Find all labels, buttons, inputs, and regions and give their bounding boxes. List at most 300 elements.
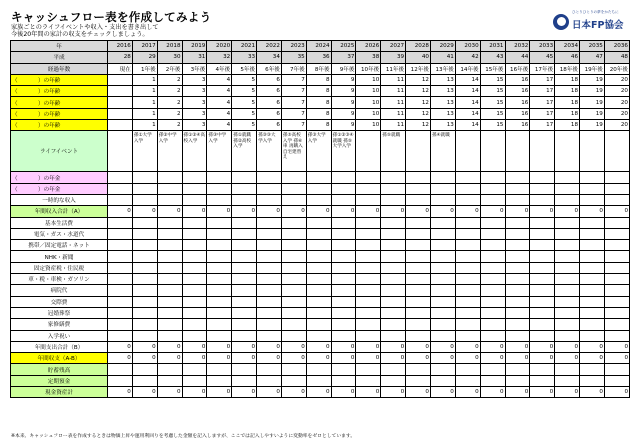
cell[interactable]: 10 — [356, 86, 381, 97]
cell[interactable] — [480, 228, 505, 239]
cell[interactable] — [207, 307, 232, 318]
cell[interactable] — [157, 375, 182, 386]
cell[interactable] — [207, 172, 232, 183]
cell[interactable] — [257, 240, 282, 251]
cell[interactable]: 2018 — [157, 41, 182, 52]
cell[interactable]: 1 — [132, 97, 157, 108]
cell[interactable]: 2036 — [604, 41, 629, 52]
cell[interactable]: 17 — [530, 86, 555, 97]
cell[interactable]: 18 — [555, 108, 580, 119]
cell[interactable] — [455, 194, 480, 205]
cell[interactable]: 孫①②④高校入学 — [182, 131, 207, 172]
cell[interactable] — [555, 262, 580, 273]
cell[interactable]: 0 — [232, 206, 257, 217]
cell[interactable] — [406, 364, 431, 375]
cell[interactable]: 8 — [306, 108, 331, 119]
cell[interactable] — [232, 330, 257, 341]
cell[interactable] — [505, 319, 530, 330]
cell[interactable] — [306, 172, 331, 183]
cell[interactable] — [580, 262, 605, 273]
cell[interactable] — [281, 262, 306, 273]
cell[interactable]: 0 — [604, 387, 629, 398]
cell[interactable] — [132, 183, 157, 194]
cell[interactable]: 孫③中学入学 — [207, 131, 232, 172]
cell[interactable]: 0 — [381, 206, 406, 217]
cell[interactable]: 0 — [455, 387, 480, 398]
cell[interactable] — [331, 375, 356, 386]
cell[interactable] — [455, 285, 480, 296]
cell[interactable] — [604, 194, 629, 205]
cell[interactable] — [580, 375, 605, 386]
cell[interactable]: 17年後 — [530, 63, 555, 74]
cell[interactable] — [455, 183, 480, 194]
cell[interactable] — [580, 217, 605, 228]
cell[interactable] — [580, 228, 605, 239]
cell[interactable] — [406, 319, 431, 330]
cell[interactable]: 9年後 — [331, 63, 356, 74]
cell[interactable]: 2 — [157, 74, 182, 85]
cell[interactable] — [356, 296, 381, 307]
cell[interactable]: 0 — [580, 353, 605, 364]
cell[interactable]: 0 — [232, 387, 257, 398]
cell[interactable] — [331, 274, 356, 285]
cell[interactable] — [331, 228, 356, 239]
cell[interactable] — [604, 307, 629, 318]
cell[interactable]: 11 — [381, 97, 406, 108]
cell[interactable]: 孫①大学入学 — [132, 131, 157, 172]
cell[interactable]: 孫①就職 孫②高校入学 — [232, 131, 257, 172]
cell[interactable] — [381, 375, 406, 386]
cell[interactable]: 0 — [455, 341, 480, 352]
cell[interactable] — [555, 217, 580, 228]
cell[interactable] — [306, 375, 331, 386]
cell[interactable]: 0 — [182, 206, 207, 217]
cell[interactable] — [555, 319, 580, 330]
cell[interactable] — [108, 183, 133, 194]
cell[interactable]: 11 — [381, 74, 406, 85]
cell[interactable] — [331, 319, 356, 330]
cell[interactable]: 14 — [455, 74, 480, 85]
cell[interactable]: 18 — [555, 86, 580, 97]
cell[interactable]: 0 — [555, 341, 580, 352]
cell[interactable]: 0 — [281, 353, 306, 364]
cell[interactable] — [182, 228, 207, 239]
cell[interactable] — [207, 375, 232, 386]
cell[interactable]: 20 — [604, 108, 629, 119]
cell[interactable] — [108, 108, 133, 119]
cell[interactable]: 0 — [108, 206, 133, 217]
cell[interactable] — [182, 262, 207, 273]
cell[interactable]: 5 — [232, 97, 257, 108]
cell[interactable] — [430, 194, 455, 205]
cell[interactable] — [132, 251, 157, 262]
cell[interactable]: 17 — [530, 97, 555, 108]
cell[interactable] — [132, 319, 157, 330]
cell[interactable] — [356, 217, 381, 228]
cell[interactable] — [530, 240, 555, 251]
cell[interactable]: 3 — [182, 97, 207, 108]
cell[interactable] — [430, 228, 455, 239]
cell[interactable]: 0 — [108, 353, 133, 364]
cell[interactable] — [455, 330, 480, 341]
cell[interactable] — [108, 296, 133, 307]
cell[interactable] — [356, 131, 381, 172]
cell[interactable] — [306, 296, 331, 307]
cell[interactable] — [331, 262, 356, 273]
cell[interactable] — [406, 194, 431, 205]
cell[interactable] — [182, 183, 207, 194]
cell[interactable]: 0 — [430, 353, 455, 364]
cell[interactable] — [232, 285, 257, 296]
cell[interactable] — [381, 172, 406, 183]
cell[interactable] — [505, 131, 530, 172]
cell[interactable]: 1 — [132, 108, 157, 119]
cell[interactable]: 11 — [381, 120, 406, 131]
cell[interactable]: 3 — [182, 108, 207, 119]
cell[interactable]: 4 — [207, 86, 232, 97]
cell[interactable] — [157, 330, 182, 341]
cell[interactable]: 37 — [331, 52, 356, 63]
cell[interactable]: 5 — [232, 120, 257, 131]
cell[interactable] — [281, 285, 306, 296]
cell[interactable]: 20 — [604, 74, 629, 85]
cell[interactable]: 0 — [406, 206, 431, 217]
cell[interactable] — [530, 285, 555, 296]
cell[interactable]: 18年後 — [555, 63, 580, 74]
cell[interactable] — [580, 319, 605, 330]
cell[interactable] — [157, 240, 182, 251]
cell[interactable] — [555, 131, 580, 172]
cell[interactable] — [232, 172, 257, 183]
cell[interactable]: 7 — [281, 120, 306, 131]
cell[interactable] — [257, 194, 282, 205]
cell[interactable] — [281, 217, 306, 228]
cell[interactable]: 16 — [505, 108, 530, 119]
cell[interactable] — [257, 172, 282, 183]
cell[interactable] — [406, 251, 431, 262]
cell[interactable] — [182, 375, 207, 386]
cell[interactable] — [108, 120, 133, 131]
cell[interactable] — [430, 274, 455, 285]
cell[interactable]: 16 — [505, 120, 530, 131]
cell[interactable] — [555, 296, 580, 307]
cell[interactable]: 42 — [455, 52, 480, 63]
cell[interactable]: 5 — [232, 86, 257, 97]
cell[interactable]: 9 — [331, 108, 356, 119]
cell[interactable] — [182, 330, 207, 341]
cell[interactable]: 13 — [430, 97, 455, 108]
cell[interactable]: 33 — [232, 52, 257, 63]
cell[interactable] — [232, 217, 257, 228]
cell[interactable] — [182, 194, 207, 205]
cell[interactable] — [580, 285, 605, 296]
cell[interactable]: 46 — [555, 52, 580, 63]
cell[interactable] — [108, 285, 133, 296]
cell[interactable] — [257, 262, 282, 273]
cell[interactable]: 2年後 — [157, 63, 182, 74]
cell[interactable] — [257, 251, 282, 262]
cell[interactable] — [207, 240, 232, 251]
cell[interactable]: 2027 — [381, 41, 406, 52]
cell[interactable] — [455, 228, 480, 239]
cell[interactable] — [157, 228, 182, 239]
cell[interactable]: 8 — [306, 97, 331, 108]
cell[interactable] — [306, 285, 331, 296]
cell[interactable] — [430, 172, 455, 183]
cell[interactable]: 0 — [530, 387, 555, 398]
cell[interactable] — [430, 307, 455, 318]
cell[interactable]: 31 — [182, 52, 207, 63]
cell[interactable] — [281, 364, 306, 375]
cell[interactable]: 3 — [182, 120, 207, 131]
cell[interactable]: 10 — [356, 97, 381, 108]
cell[interactable]: 9 — [331, 74, 356, 85]
cell[interactable] — [281, 274, 306, 285]
cell[interactable] — [480, 131, 505, 172]
cell[interactable]: 20 — [604, 120, 629, 131]
cell[interactable] — [381, 262, 406, 273]
cell[interactable]: 0 — [182, 341, 207, 352]
cell[interactable] — [555, 228, 580, 239]
cell[interactable] — [257, 319, 282, 330]
cell[interactable]: 0 — [580, 206, 605, 217]
cell[interactable] — [406, 375, 431, 386]
cell[interactable]: 0 — [530, 206, 555, 217]
cell[interactable] — [381, 240, 406, 251]
cell[interactable]: 2017 — [132, 41, 157, 52]
cell[interactable] — [480, 296, 505, 307]
cell[interactable] — [604, 240, 629, 251]
cell[interactable]: 2025 — [331, 41, 356, 52]
cell[interactable] — [406, 183, 431, 194]
cell[interactable] — [306, 183, 331, 194]
cell[interactable] — [406, 172, 431, 183]
cell[interactable] — [232, 364, 257, 375]
cell[interactable] — [480, 183, 505, 194]
cell[interactable] — [157, 172, 182, 183]
cell[interactable] — [530, 194, 555, 205]
cell[interactable] — [108, 194, 133, 205]
cell[interactable]: 0 — [331, 206, 356, 217]
cell[interactable]: 0 — [455, 353, 480, 364]
cell[interactable] — [356, 262, 381, 273]
cell[interactable] — [555, 240, 580, 251]
cell[interactable] — [157, 319, 182, 330]
cell[interactable]: 38 — [356, 52, 381, 63]
cell[interactable] — [505, 375, 530, 386]
cell[interactable]: 0 — [356, 206, 381, 217]
cell[interactable] — [232, 296, 257, 307]
cell[interactable] — [306, 364, 331, 375]
cell[interactable] — [331, 217, 356, 228]
cell[interactable]: 2021 — [232, 41, 257, 52]
cell[interactable]: 3年後 — [182, 63, 207, 74]
cell[interactable]: 4 — [207, 74, 232, 85]
cell[interactable]: 32 — [207, 52, 232, 63]
cell[interactable]: 15 — [480, 86, 505, 97]
cell[interactable] — [157, 251, 182, 262]
cell[interactable] — [505, 296, 530, 307]
cell[interactable]: 18 — [555, 74, 580, 85]
cell[interactable]: 12 — [406, 74, 431, 85]
cell[interactable] — [455, 319, 480, 330]
cell[interactable] — [132, 375, 157, 386]
cell[interactable] — [182, 296, 207, 307]
cell[interactable] — [455, 262, 480, 273]
cell[interactable]: 0 — [505, 206, 530, 217]
cell[interactable] — [480, 217, 505, 228]
cell[interactable] — [381, 274, 406, 285]
cell[interactable]: 0 — [430, 341, 455, 352]
cell[interactable] — [157, 217, 182, 228]
cell[interactable] — [306, 194, 331, 205]
cell[interactable]: 2034 — [555, 41, 580, 52]
cell[interactable] — [406, 262, 431, 273]
cell[interactable] — [430, 183, 455, 194]
cell[interactable] — [207, 194, 232, 205]
cell[interactable] — [406, 296, 431, 307]
cell[interactable]: 0 — [182, 387, 207, 398]
cell[interactable] — [108, 228, 133, 239]
cell[interactable]: 0 — [257, 341, 282, 352]
cell[interactable] — [530, 375, 555, 386]
cell[interactable]: 0 — [604, 341, 629, 352]
cell[interactable] — [331, 251, 356, 262]
cell[interactable]: 12 — [406, 86, 431, 97]
cell[interactable]: 15 — [480, 120, 505, 131]
cell[interactable]: 2023 — [281, 41, 306, 52]
cell[interactable]: 14 — [455, 120, 480, 131]
cell[interactable] — [505, 307, 530, 318]
cell[interactable]: 18 — [555, 120, 580, 131]
cell[interactable] — [381, 285, 406, 296]
cell[interactable] — [232, 251, 257, 262]
cell[interactable] — [455, 172, 480, 183]
cell[interactable]: 0 — [257, 353, 282, 364]
cell[interactable] — [480, 375, 505, 386]
cell[interactable] — [306, 330, 331, 341]
cell[interactable]: 7 — [281, 74, 306, 85]
cell[interactable]: 4年後 — [207, 63, 232, 74]
cell[interactable] — [505, 228, 530, 239]
cell[interactable]: 10 — [356, 74, 381, 85]
cell[interactable]: 2016 — [108, 41, 133, 52]
cell[interactable] — [281, 183, 306, 194]
cell[interactable] — [530, 131, 555, 172]
cell[interactable] — [306, 274, 331, 285]
cell[interactable] — [207, 251, 232, 262]
cell[interactable] — [157, 274, 182, 285]
cell[interactable] — [331, 183, 356, 194]
cell[interactable] — [505, 262, 530, 273]
cell[interactable]: 5 — [232, 108, 257, 119]
cell[interactable] — [108, 86, 133, 97]
cell[interactable] — [455, 251, 480, 262]
cell[interactable]: 0 — [132, 353, 157, 364]
cell[interactable] — [207, 364, 232, 375]
cell[interactable]: 0 — [381, 341, 406, 352]
cell[interactable] — [207, 330, 232, 341]
cell[interactable] — [604, 296, 629, 307]
cell[interactable]: 1年後 — [132, 63, 157, 74]
cell[interactable]: 2022 — [257, 41, 282, 52]
cell[interactable] — [207, 228, 232, 239]
cell[interactable]: 29 — [132, 52, 157, 63]
cell[interactable]: 6 — [257, 108, 282, 119]
cell[interactable] — [455, 375, 480, 386]
cell[interactable] — [232, 307, 257, 318]
cell[interactable]: 2026 — [356, 41, 381, 52]
cell[interactable] — [455, 131, 480, 172]
cell[interactable]: 12 — [406, 108, 431, 119]
cell[interactable] — [182, 240, 207, 251]
cell[interactable] — [580, 131, 605, 172]
cell[interactable] — [108, 251, 133, 262]
cell[interactable] — [555, 183, 580, 194]
cell[interactable]: 0 — [604, 353, 629, 364]
cell[interactable] — [331, 194, 356, 205]
cell[interactable]: 13 — [430, 120, 455, 131]
cell[interactable]: 19 — [580, 97, 605, 108]
cell[interactable]: 0 — [157, 387, 182, 398]
cell[interactable] — [430, 330, 455, 341]
cell[interactable]: 0 — [505, 341, 530, 352]
cell[interactable] — [132, 240, 157, 251]
cell[interactable] — [555, 194, 580, 205]
cell[interactable]: 0 — [480, 341, 505, 352]
cell[interactable] — [580, 307, 605, 318]
cell[interactable] — [480, 274, 505, 285]
cell[interactable]: 0 — [157, 353, 182, 364]
cell[interactable] — [604, 131, 629, 172]
cell[interactable] — [381, 330, 406, 341]
cell[interactable] — [257, 228, 282, 239]
cell[interactable]: 2 — [157, 120, 182, 131]
cell[interactable] — [530, 172, 555, 183]
cell[interactable] — [480, 364, 505, 375]
cell[interactable]: 0 — [604, 206, 629, 217]
cell[interactable] — [480, 251, 505, 262]
cell[interactable]: 16 — [505, 86, 530, 97]
cell[interactable] — [157, 285, 182, 296]
cell[interactable]: 孫②中学入学 — [157, 131, 182, 172]
cell[interactable] — [356, 183, 381, 194]
cell[interactable]: 0 — [480, 387, 505, 398]
cell[interactable]: 28 — [108, 52, 133, 63]
cell[interactable]: 0 — [356, 353, 381, 364]
cell[interactable]: 2031 — [480, 41, 505, 52]
cell[interactable] — [505, 364, 530, 375]
cell[interactable] — [505, 240, 530, 251]
cell[interactable]: 8 — [306, 86, 331, 97]
cell[interactable] — [530, 217, 555, 228]
cell[interactable] — [555, 307, 580, 318]
cell[interactable]: 0 — [505, 353, 530, 364]
cell[interactable] — [232, 274, 257, 285]
cell[interactable] — [604, 364, 629, 375]
cell[interactable] — [580, 274, 605, 285]
cell[interactable] — [182, 364, 207, 375]
cell[interactable] — [182, 251, 207, 262]
cell[interactable] — [207, 296, 232, 307]
cell[interactable] — [480, 262, 505, 273]
cell[interactable] — [430, 240, 455, 251]
cell[interactable] — [604, 217, 629, 228]
cell[interactable] — [530, 319, 555, 330]
cell[interactable]: 17 — [530, 74, 555, 85]
cell[interactable]: 13年後 — [430, 63, 455, 74]
cell[interactable] — [356, 274, 381, 285]
